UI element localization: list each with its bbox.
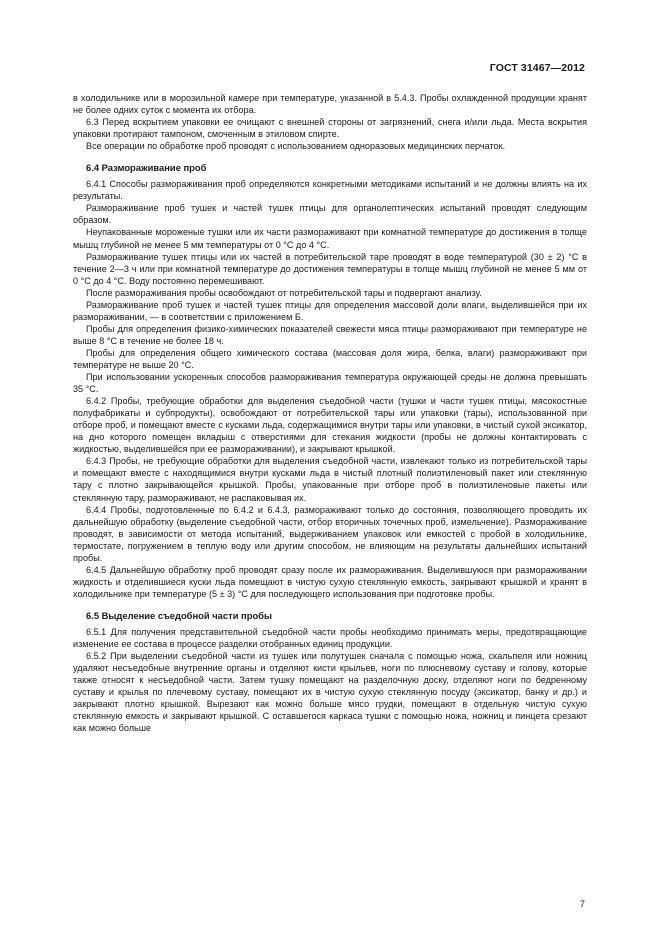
paragraph: 6.4.1 Способы размораживания проб определяются конкретными методиками испытаний и не должны влиять на их результаты. [73,179,587,202]
paragraph-6-3: 6.3 Перед вскрытием упаковки ее очищают с внешней стороны от загрязнений, снега и/или льда. Места вскрытия упаковки протирают тампоном, смоченным в этиловом спирте. [73,117,587,140]
paragraph: Неупакованные мороженые тушки или их части размораживают при комнатной температуре до достижения в толще мышц глубиной не менее 5 мм температуры от 0 °С до 4 °С. [73,227,587,250]
section-heading-6-4: 6.4 Размораживание проб [86,162,207,174]
paragraph: Размораживание проб тушек и частей тушек птицы для органолептических испытаний проводят следующим образом. [73,203,587,226]
paragraph-gloves: Все операции по обработке проб проводят с использованием одноразовых медицинских перчаток. [86,141,506,152]
paragraph: Размораживание проб тушек и частей тушек птицы для определения массовой доли влаги, выделившейся при их размораживании, — в соответствии с приложением Б. [73,299,587,322]
paragraph: При использовании ускоренных способов размораживания температура окружающей среды не должна превышать 35 °С. [73,372,587,395]
paragraph: 6.5.2 При выделении съедобной части из тушек или полутушек сначала с помощью ножа, скальпеля или ножниц удаляют несъедобные внутренние органы и отделяют кисти крыльев, ноги по плюсневому суставу и голову, которые также относят к несъедобной части. Затем тушку помещают на разделочную доску, отделяют ноги по бедренному суставу и крылья по плечевому суставу, помещают их в чистую сухую стеклянную посуду (эксикатор, банку и др.) и закрывают плотно крышкой. Вырезают как можно больше мясо грудки, помещают в отдельную чистую сухую стеклянную емкость и закрывают крышкой. С оставшегося каркаса тушки с помощью ножа, ножниц и пинцета срезают как можно больше [73,651,587,734]
paragraph: 6.4.3 Пробы, не требующие обработки для выделения съедобной части, извлекают только из потребительской тары и помещают вместе с находящимися внутри кусками льда в чистый плотный полиэтиленовый пакет или стеклянную тару с плотно закрывающейся крышкой. Пробы, упакованные при отборе проб в полиэтиленовые пакеты или стеклянную тару, размораживают, не распаковывая их. [73,456,587,503]
paragraph: 6.4.2 Пробы, требующие обработки для выделения съедобной части (тушки и части тушек птицы, мясокостные полуфабрикаты и субпродукты), освобождают от потребительской тары или упаковки (тары), использованной при отборе проб, и помещают вместе с кусками льда, содержащимися внутри тары или упаковки, в чистый сухой эксикатор, на дно которого помещен вкладыш с отверстиями для стекания жидкости (пробы не должны контактировать с жидкостью, выделившейся при ее размораживании), и закрывают крышкой. [73,396,587,455]
paragraph: После размораживания пробы освобождают от потребительской тары и подвергают анализу. [86,287,482,298]
paragraph: Пробы для определения общего химического состава (массовая доля жира, белка, влаги) размораживают при температуре не выше 20 °С. [73,347,587,370]
page-number: 7 [579,899,585,910]
document-standard-id: ГОСТ 31467—2012 [489,62,585,74]
paragraph: 6.4.4 Пробы, подготовленные по 6.4.2 и 6.4.3, размораживают только до состояния, позволяющего проводить их дальнейшую обработку (выделение съедобной части, отбор вторичных точечных проб, измельчение). Размораживание проводят, в зависимости от метода испытаний, выдерживанием упаковок или емкостей с пробой в холодильнике, термостате, погружением в теплую воду или другим способом, не влияющим на результаты дальнейших испытаний пробы. [73,504,587,563]
paragraph: Размораживание тушек птицы или их частей в потребительской таре проводят в воде температурой (30 ± 2) °С в течение 2—3 ч или при комнатной температуре до достижения температуры в толще мышц глубиной не менее 5 мм от 0 °С до 4 °С. Воду постоянно перемешивают. [73,251,587,286]
paragraph: 6.5.1 Для получения представительной съедобной части пробы необходимо принимать меры, предотвращающие изменение ее состава в процессе разделки отобранных единиц продукции. [73,626,587,650]
paragraph-continuation: в холодильнике или в морозильной камере при температуре, указанной в 5.4.3. Пробы охлажденной продукции хранят не более одних суток с момента их отбора. [73,93,587,116]
paragraph: 6.4.5 Дальнейшую обработку проб проводят сразу после их размораживания. Выделившуюся при размораживании жидкость и отделившиеся куски льда помещают в чистую сухую стеклянную емкость, закрывают крышкой и хранят в холодильнике при температуре (5 ± 3) °С для последующего использования при подготовке пробы. [73,564,587,599]
paragraph: Пробы для определения физико-химических показателей свежести мяса птицы размораживают при температуре не выше 8 °С в течение не более 18 ч. [73,323,587,346]
document-body [73,92,587,734]
section-heading-6-5: 6.5 Выделение съедобной части пробы [86,609,272,621]
